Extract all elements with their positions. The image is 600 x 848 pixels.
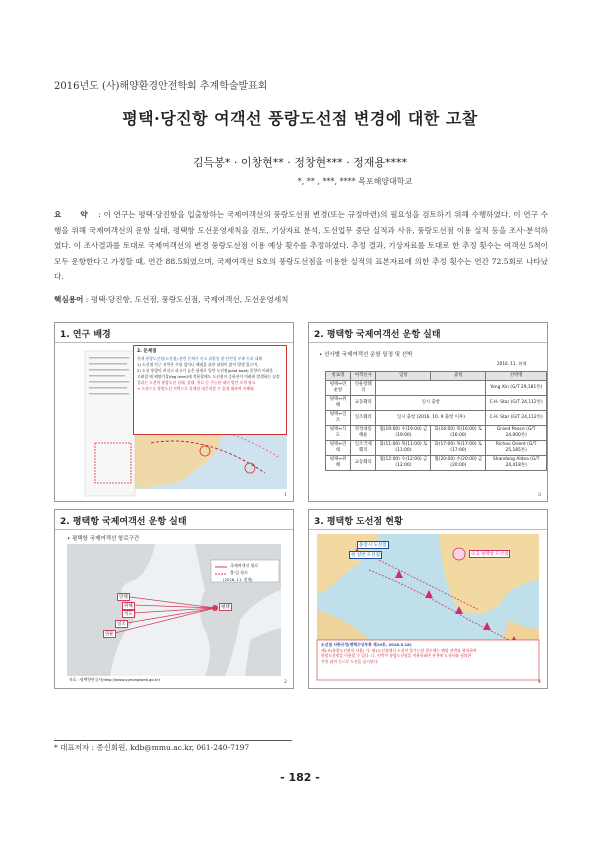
table-cell: 평택↔연운항 (326, 381, 351, 396)
keywords (54, 294, 548, 305)
conference-header: 2016년도 (사)해양환경안전학회 추계학술발표회 (54, 81, 268, 92)
table-cell: 평택↔위해 (326, 456, 351, 471)
keywords-text: : 평택·당진항, 도선점, 풍랑도선점, 국제여객선, 도선운영세칙 (85, 295, 289, 304)
footnote-divider (54, 740, 292, 741)
table-cell: Richao Orient (G/T 25,185톤) (486, 441, 547, 456)
table-cell: Yong Xin (G/T 29,181톤) (486, 381, 547, 396)
table-cell (376, 381, 486, 396)
schedule-date: 2016. 11. 현재 (497, 361, 527, 366)
port-label: 연태 (119, 595, 128, 600)
table-cell: 월(12:00) 수(12:00) 금(12:00) (376, 456, 431, 471)
callout-line: 결과는 도선의 풍랑도선 실태, 상태, 항로 등 가능한 대비 방안 모색 필요 (137, 380, 256, 385)
table-row (326, 441, 547, 456)
column-header: 선박명 (486, 372, 547, 381)
table-cell: 화(16:00) 목(16:00) 토(16:00) (431, 426, 486, 441)
callout-line: 1) 도선점 인근 지역은 주위 섬이나 해협을 위한 위험이 많이 발생 있으며, (137, 362, 259, 367)
callout-line: 2) 도선 풍랑이 커지고 파고가 높은 관계로 일반 도선점(pilot boat) 운항이 어려운 (137, 368, 274, 373)
callout-line: 고려할 때 해양기상(fog level)에 적용할때도 도선점이 승하선이 어려워 발생하는 실정 (137, 374, 280, 379)
port-label: 위해 (124, 604, 133, 609)
table-cell: 평택↔연태 (326, 441, 351, 456)
callout-line: 현재 풍랑도선점(도선점) 관련 문제가 사고 위험성 및 안전성 부족 등과 대해 (137, 356, 263, 361)
slide-title: 2. 평택항 국제여객선 운항 실태 (314, 330, 441, 340)
port-label-korea: 평택 (221, 605, 230, 610)
slide-pilot-stations (308, 509, 548, 689)
table-cell: 일조훼리 (351, 411, 376, 426)
keywords-label: 핵심용어 (54, 295, 84, 304)
slide-page-number: 3 (537, 492, 541, 498)
port-label: 연운 (105, 632, 114, 637)
slide-bullet: • 선사별 국제여객선 운항 일정 및 선박 (319, 352, 413, 358)
figure-source: 자료 : 평택항만공사(http://www.pyeongtaek.go.kr) (69, 677, 161, 682)
column-header: 항로명 (326, 372, 351, 381)
port-label: 일조 (117, 622, 126, 627)
table-cell: 일시 출항 (376, 396, 486, 411)
note-line: 풍랑도선점을 이용할 수 있다. 나. 선박이 풍랑도선점을 이용하려면 사전에 도선사와 협의한 (321, 653, 472, 658)
map-label-storm-station: 풍랑시 도선점 (359, 543, 387, 548)
route-map-figure (55, 510, 293, 688)
table-cell: 연운항훼리 (351, 381, 376, 396)
slide-bullet: • 평택항 국제여객선 항로구간 (67, 536, 140, 542)
table-cell: 화(17:00) 목(17:00) 토(17:00) (431, 441, 486, 456)
table-cell: 평택↔일조 (326, 411, 351, 426)
regulation-note (321, 642, 535, 664)
slide-page-number: 4 (537, 679, 541, 685)
table-cell: 월(19:00) 수(19:00) 금(19:00) (376, 426, 431, 441)
table-cell: 화(11:00) 목(11:00) 토(11:00) (376, 441, 431, 456)
callout-title: 2. 문제점 (137, 349, 157, 354)
page-number: - 182 - (280, 771, 320, 784)
note-line: 가항 위치 등으로 도선을 실시한다. (321, 658, 379, 664)
table-row (326, 381, 547, 396)
slide-title: 1. 연구 배경 (60, 330, 111, 340)
slide-page-number: 2 (283, 679, 287, 685)
footnote: * 대표저자 : 종신회원, kdb@mmu.ac.kr, 061-240-7197 (54, 743, 250, 752)
table-cell: C-H. Star (G/T 24,112톤) (486, 396, 547, 411)
map-label-pyeongtaek-station: ①-2 평택항 도선점 (471, 552, 509, 557)
table-cell: 일조국제훼리 (351, 441, 376, 456)
bullet-text: 평택항 국제여객선 항로구간 (72, 536, 140, 542)
affiliation: *, ** , ***, **** 목포해양대학교 (297, 177, 413, 186)
table-cell: Grand Peace (G/T 24,000톤) (486, 426, 547, 441)
legend-item: 출·입 항로 (230, 570, 248, 575)
table-cell: Shandong Aldea (G/T 24,418톤) (486, 456, 547, 471)
column-header: 입항 (376, 372, 431, 381)
table-cell: 일시 출항 (2016. 10. 9 출항 이후) (376, 411, 486, 426)
table-cell: 교동훼리 (351, 456, 376, 471)
paper-title: 평택·당진항 여객선 풍랑도선점 변경에 대한 고찰 (122, 109, 478, 128)
slide-title: 2. 평택항 국제여객선 운항 실태 (60, 517, 187, 527)
abstract-label: 요 약 (54, 210, 96, 219)
table-cell: 영성대룡해운 (351, 426, 376, 441)
slide-ferry-schedule (308, 322, 548, 502)
note-line: 제1조(풍랑도선점의 사용) 가. 제1도선점에서 도선이 불가능한 경우에는 해당 선박과 협의하여 (321, 647, 477, 653)
bullet-text: 선사별 국제여객선 운항 일정 및 선박 (324, 352, 413, 358)
port-label: 석도 (124, 612, 133, 617)
table-row (326, 426, 547, 441)
table-row (326, 396, 547, 411)
author-list: 김득봉* · 이창현** · 정창현*** · 정재용**** (193, 156, 407, 169)
slide-page-number: 1 (283, 492, 287, 498)
column-header: 출항 (431, 372, 486, 381)
ferry-schedule-table (325, 371, 547, 471)
abstract (54, 207, 548, 285)
slide-ferry-routes (54, 509, 294, 689)
table-cell: 월(20:00) 수(20:00) 금(20:00) (431, 456, 486, 471)
abstract-text: : 이 연구는 평택·당진항을 입출항하는 국제여객선의 풍랑도선점 변경(또는 규정마련)의 필요성을 검토하기 위해 수행하였다. 이 연구 수행을 위해 국제여객선의 운항 실태, 평택항 도선운영세칙을 검토, 기상자료 분석, 도선업무 중단 실적과 사유, 풍랑도선점 이용 실적 등을 조사·분석하였다. 이 조사결과를 토대로 국제여객선의 변경 풍랑도선점 이용 예상 횟수를 추정하였다. 추정 결과, 기상자료를 토대로 한 추정 횟수는 여객선 5척이 모두 운항한다고 가정할 때, 연간 88.5회였으며, 국제여객선 S호의 풍랑도선점을 이용한 실적의 표본자료에 의한 추정 횟수는 연간 72.5회로 나타났다. (54, 210, 548, 281)
table-cell: 평택↔석도 (326, 426, 351, 441)
legend-item: 국제여객선 항로 (230, 563, 259, 568)
legend-date: (2016. 11. 현재) (223, 577, 253, 582)
slide-research-background (54, 322, 294, 502)
map-label-regular-station: 현 일반 도선점 (351, 553, 380, 558)
table-header-row (326, 372, 547, 381)
table-cell: 교동훼리 (351, 396, 376, 411)
column-header: 여객선사 (351, 372, 376, 381)
table-row (326, 456, 547, 471)
callout-line: → 도선으로 풍랑도선 지역으로 실제상 대응처할 수 있게 대하여 이해됨 (137, 386, 254, 391)
table-row (326, 411, 547, 426)
slide-title: 3. 평택항 도선점 현황 (314, 517, 403, 527)
problem-callout (133, 345, 287, 435)
table-cell: 평택↔위해 (326, 396, 351, 411)
table-cell: C-H. Star (G/T 24,112톤) (486, 411, 547, 426)
note-title: 도선점 사항규정(평택수상부록 제19호, 2016.5.18) (321, 642, 412, 647)
